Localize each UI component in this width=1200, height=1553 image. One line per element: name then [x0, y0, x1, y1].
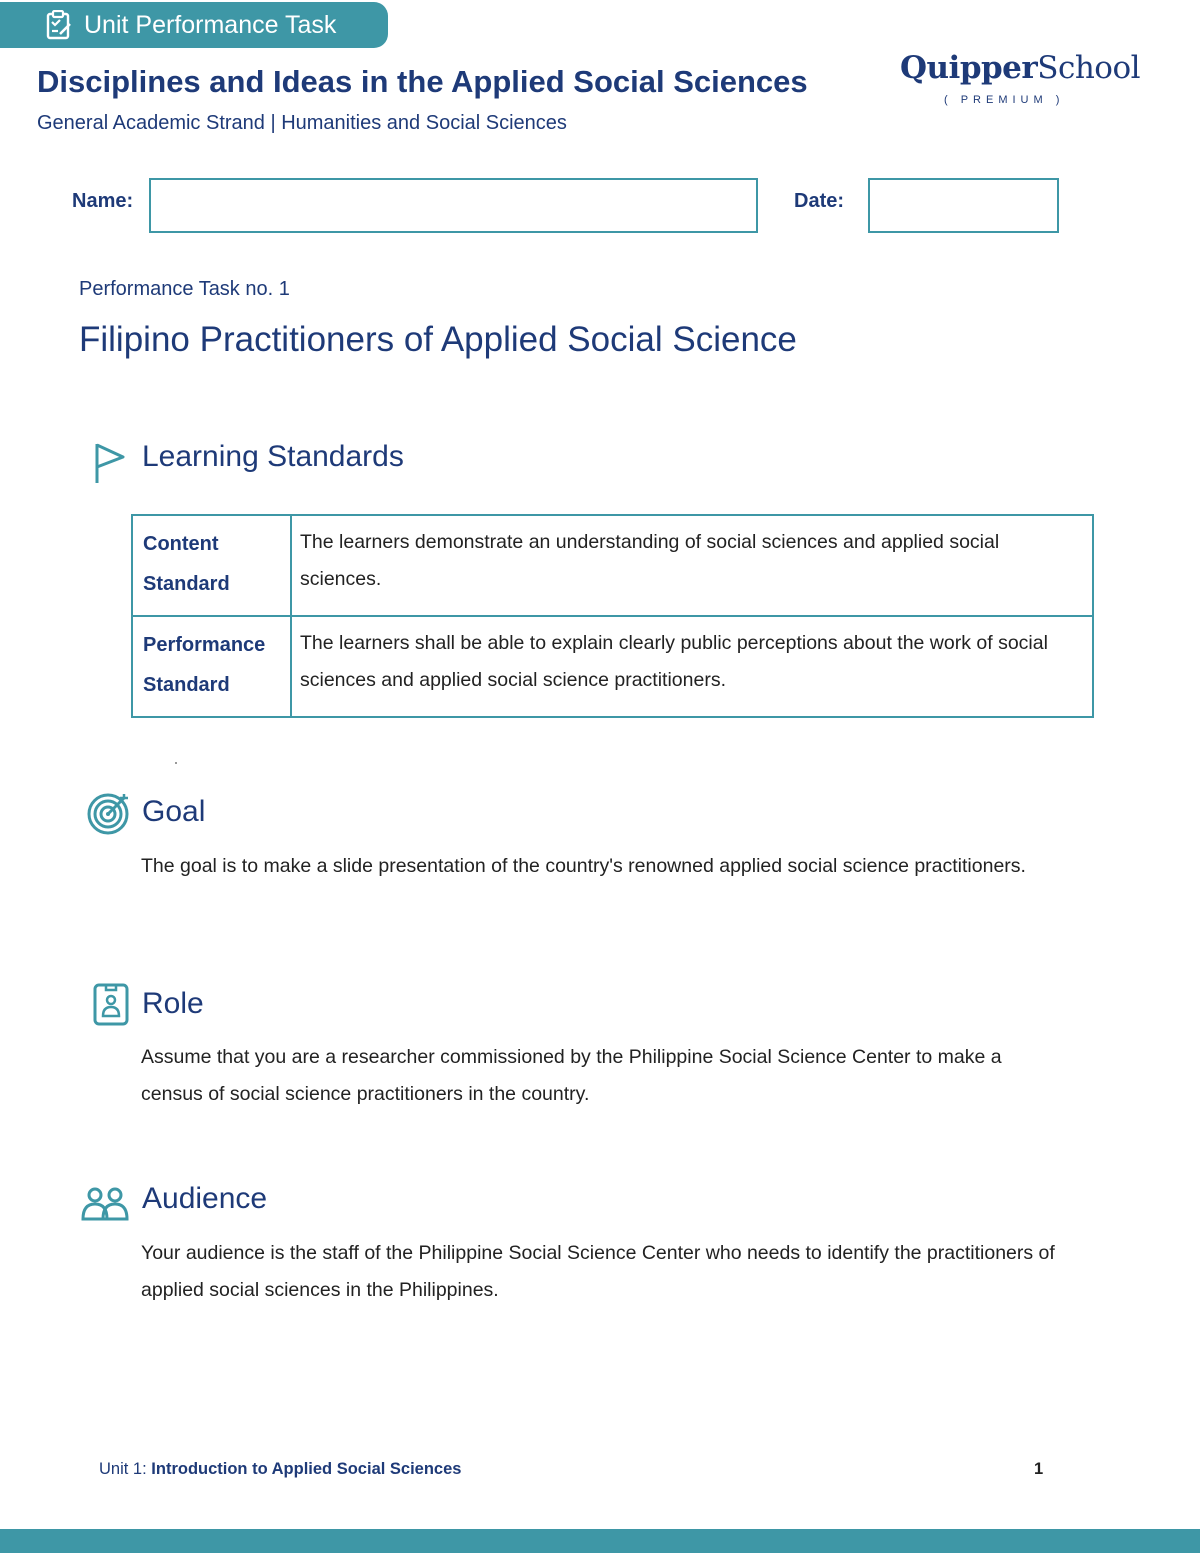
audience-text: Your audience is the staff of the Philippine Social Science Center who needs to identify the practitioners of applied social sciences in the Philippines.: [141, 1242, 1055, 1301]
task-title: Filipino Practitioners of Applied Social Science: [79, 320, 797, 359]
quipper-school-logo: [900, 50, 1141, 106]
learning-standards-table: [131, 514, 1094, 718]
row-label-line: Standard: [143, 573, 230, 595]
table-row: [132, 616, 1093, 717]
document-title: Disciplines and Ideas in the Applied Social Sciences: [37, 64, 808, 99]
table-row: [132, 515, 1093, 616]
people-icon: [80, 1186, 130, 1222]
performance-standard-text: The learners shall be able to explain clearly public perceptions about the work of social sciences and applied social science practitioners.: [291, 616, 1093, 717]
role-text: Assume that you are a researcher commissioned by the Philippine Social Science Center to make a census of social science practitioners in the country.: [141, 1046, 1002, 1105]
page-number: 1: [1034, 1460, 1044, 1478]
footer-unit-prefix: Unit 1:: [99, 1460, 152, 1478]
bottom-accent-bar: [0, 1529, 1200, 1553]
flag-icon: [92, 440, 128, 486]
name-label: Name:: [72, 190, 134, 212]
name-field[interactable]: [149, 178, 758, 233]
logo-badge: ( PREMIUM ): [944, 94, 1065, 106]
stray-dot: [175, 762, 177, 764]
content-standard-label: [132, 515, 291, 616]
clipboard-check-icon: [46, 10, 72, 40]
tab-label: Unit Performance Task: [84, 10, 337, 39]
row-label-line: Content: [143, 533, 219, 555]
footer-unit: [99, 1460, 461, 1479]
footer-unit-title: Introduction to Applied Social Sciences: [151, 1460, 462, 1478]
logo-text-bold: Quipper: [900, 50, 1038, 86]
date-label: Date:: [794, 190, 845, 212]
audience-heading: Audience: [142, 1182, 268, 1215]
date-field[interactable]: [868, 178, 1059, 233]
learning-standards-heading: Learning Standards: [142, 440, 404, 473]
performance-task-number: Performance Task no. 1: [79, 278, 290, 300]
content-standard-text: The learners demonstrate an understanding of social sciences and applied social sciences.: [291, 515, 1093, 616]
logo-text-light: School: [1037, 50, 1141, 86]
unit-performance-task-tab: [0, 2, 388, 48]
performance-standard-label: [132, 616, 291, 717]
goal-text: The goal is to make a slide presentation of the country's renowned applied social science practitioners.: [141, 855, 1026, 877]
row-label-line: Standard: [143, 674, 230, 696]
row-label-line: Performance: [143, 634, 266, 656]
role-heading: Role: [142, 987, 204, 1020]
target-icon: [86, 790, 134, 836]
id-badge-icon: [93, 982, 129, 1026]
goal-heading: Goal: [142, 795, 206, 828]
document-subtitle: General Academic Strand | Humanities and Social Sciences: [37, 112, 567, 134]
